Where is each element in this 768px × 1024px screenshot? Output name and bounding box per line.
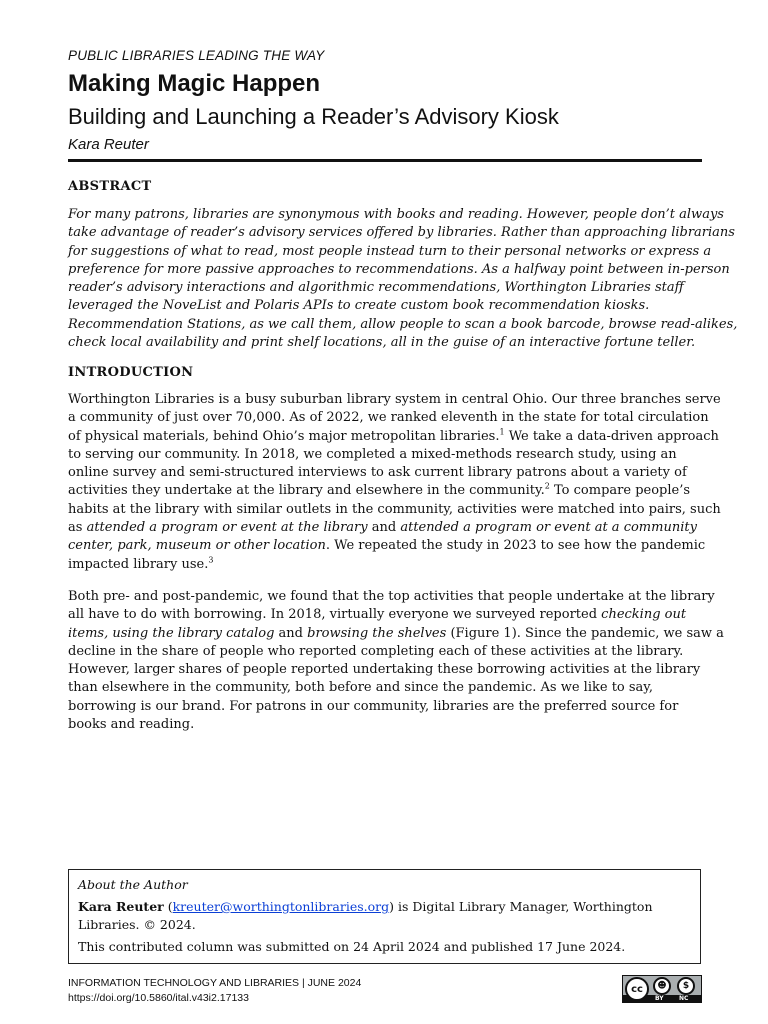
paragraph-line — [68, 482, 708, 500]
paragraph-line — [68, 427, 719, 446]
paragraph-line — [68, 537, 708, 555]
italic-run: browsing the shelves — [307, 625, 447, 641]
italic-run: center, park, museum or other location — [68, 538, 326, 554]
text-run: all have to do with borrowing. In 2018, virtually everyone we surveyed reported — [68, 607, 602, 623]
abstract-line: For many patrons, libraries are synonymous with books and reading. However, people don’t always — [68, 207, 724, 222]
article-subtitle: Building and Launching a Reader’s Advisory Kiosk — [68, 104, 559, 129]
paragraph-line — [68, 519, 708, 537]
paragraph-line: than elsewhere in the community, both before and since the pandemic. As we like to say, — [68, 680, 654, 696]
cc-icon: cc — [625, 977, 649, 1001]
about-author-box — [68, 869, 701, 964]
abstract-heading: ABSTRACT — [68, 179, 152, 194]
italic-run: attended a program or event at the library — [86, 520, 368, 536]
footnote-ref[interactable]: 1 — [499, 427, 505, 437]
paragraph-line — [68, 556, 708, 574]
text-run: (Figure 1). Since the pandemic, we saw a — [446, 625, 724, 641]
by-label: BY — [655, 995, 664, 1002]
footnote-ref[interactable]: 3 — [208, 555, 214, 565]
paragraph-line: decline in the share of people who reported completing each of these activities at the library. — [68, 643, 684, 659]
abstract-line: preference for more passive approaches to recommendations. As a halfway point between in-person — [68, 261, 730, 277]
text-run: We take a data-driven approach — [504, 428, 719, 444]
italic-run: items, using the library catalog — [68, 625, 275, 641]
paragraph-line: habits at the library with similar outlets in the community, activities were matched into pairs, such — [68, 501, 721, 517]
abstract-text — [68, 206, 738, 352]
text-run: as — [68, 520, 87, 536]
series-kicker: PUBLIC LIBRARIES LEADING THE WAY — [68, 48, 325, 63]
article-author: Kara Reuter — [68, 136, 149, 153]
abstract-line: take advantage of reader’s advisory services offered by libraries. Rather than approaching librarians — [68, 225, 735, 241]
nc-dollar-icon: $ — [677, 977, 695, 995]
paragraph-line: books and reading. — [68, 717, 195, 733]
text-run: ) is Digital Library Manager, Worthington — [389, 899, 653, 914]
footnote-ref[interactable]: 2 — [544, 482, 550, 492]
about-bio-line — [78, 898, 691, 916]
abstract-line: leveraged the NoveList and Polaris APIs to create custom book recommendation kiosks. — [68, 298, 650, 314]
paragraph-line: However, larger shares of people reported undertaking these borrowing activities at the library — [68, 662, 701, 678]
text-run: and — [274, 625, 308, 641]
abstract-line: check local availability and print shelf locations, all in the guise of an interactive fortune teller. — [68, 335, 696, 351]
author-name: Kara Reuter — [78, 899, 164, 914]
abstract-line: Recommendation Stations, as we call them, allow people to scan a book barcode, browse read-alikes, — [68, 316, 738, 332]
submission-note: This contributed column was submitted on 24 April 2024 and published 17 June 2024. — [78, 939, 626, 954]
text-run: . We repeated the study in 2023 to see how the pandemic — [325, 538, 706, 554]
paragraph-line: to serving our community. In 2018, we completed a mixed-methods research study, using an — [68, 446, 677, 462]
text-run: activities they undertake at the library and elsewhere in the community. — [68, 483, 545, 499]
journal-issue: INFORMATION TECHNOLOGY AND LIBRARIES | JUNE 2024 — [68, 977, 362, 989]
nc-label: NC — [679, 995, 689, 1002]
paragraph-line: Worthington Libraries is a busy suburban library system in central Ohio. Our three branches serve — [68, 392, 721, 407]
intro-paragraph-1 — [68, 391, 721, 574]
text-run: and — [367, 520, 401, 536]
paragraph-line: borrowing is our brand. For patrons in our community, libraries are the preferred source for — [68, 698, 679, 714]
intro-paragraph-2 — [68, 588, 724, 734]
introduction-heading: INTRODUCTION — [68, 365, 194, 380]
italic-run: checking out — [601, 607, 687, 623]
text-run: ( — [163, 899, 173, 914]
about-title: About the Author — [78, 877, 188, 892]
cc-by-nc-icon[interactable] — [622, 975, 702, 1003]
text-run: To compare people’s — [549, 483, 691, 499]
text-run: of physical materials, behind Ohio’s major metropolitan libraries. — [68, 428, 500, 444]
doi-link[interactable]: https://doi.org/10.5860/ital.v43i2.17133 — [68, 992, 249, 1004]
about-bio-line: Libraries. © 2024. — [78, 917, 196, 932]
abstract-line: for suggestions of what to read, most people instead turn to their personal networks or express a — [68, 243, 712, 259]
paragraph-line: online survey and semi-structured interviews to ask current library patrons about a variety of — [68, 465, 687, 481]
page-footer — [68, 976, 361, 1006]
text-run: impacted library use. — [68, 556, 209, 572]
paragraph-line: Both pre- and post-pandemic, we found that the top activities that people undertake at the library — [68, 589, 715, 604]
author-email-link[interactable]: kreuter@worthingtonlibraries.org — [172, 899, 390, 914]
article-title: Making Magic Happen — [68, 70, 321, 97]
by-person-icon: ☻ — [653, 977, 671, 995]
paragraph-line: a community of just over 70,000. As of 2022, we ranked eleventh in the state for total circulation — [68, 410, 709, 426]
paragraph-line — [68, 606, 708, 624]
title-rule — [68, 159, 702, 162]
abstract-line: reader’s advisory interactions and algorithmic recommendations, Worthington Libraries staff — [68, 280, 684, 296]
italic-run: attended a program or event at a community — [400, 520, 697, 536]
paragraph-line — [68, 625, 724, 643]
